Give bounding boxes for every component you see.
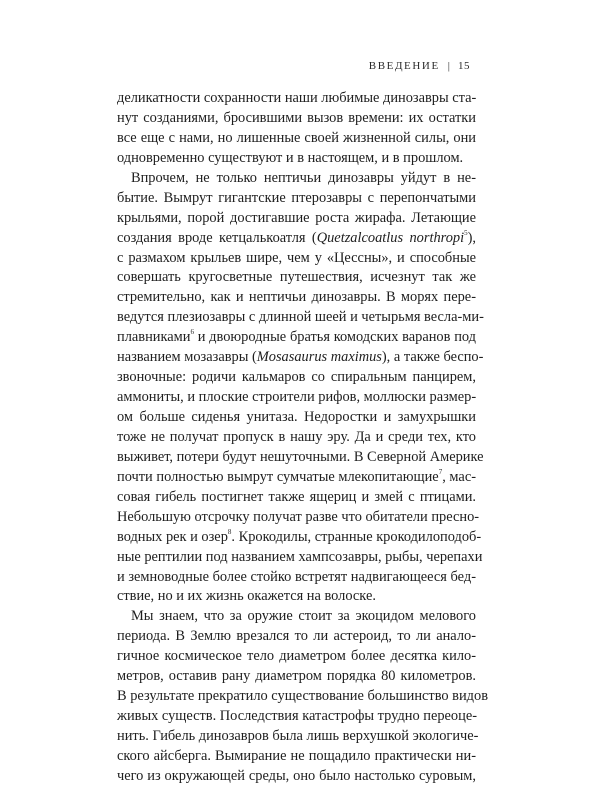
text-line: совершать кругосветные путешествия, исчезнут так же — [117, 269, 476, 286]
text-line: деликатности сохранности наши любимые динозавры ста- — [117, 90, 477, 106]
text-line: периода. В Землю врезался то ли астероид, то ли анало- — [117, 628, 476, 645]
text-line: Небольшую отсрочку получат разве что обитатели пресно- — [117, 508, 480, 525]
text-line: ствие, но и их жизнь окажется на волоске. — [117, 588, 376, 605]
text-line: ные рептилии под названием хампсозавры, рыбы, черепахи — [117, 548, 483, 565]
footnote-ref: 7 — [438, 468, 443, 477]
footnote-ref: 8 — [227, 527, 232, 536]
text-line: с размахом крыльев шире, чем у «Цессны», и способные — [117, 249, 476, 266]
text-line: плавниками$^6$ и двоюродные братья комодских варанов под — [117, 328, 476, 346]
species-name: Mosasaurus maximus — [256, 349, 382, 366]
page-number: 15 — [458, 60, 470, 72]
text-line: аммониты, и плоские строители рифов, моллюски размер- — [117, 389, 477, 406]
text-line: и земноводные более стойко встретят надвигающееся бед- — [117, 568, 476, 585]
text-line: одновременно существуют и в настоящем, и в прошлом. — [117, 149, 464, 166]
text-line: живых существ. Последствия катастрофы трудно переоце- — [117, 708, 478, 725]
footnote-ref: 6 — [190, 328, 194, 337]
text-line: почти полностью вымрут сумчатые млекопитающие$^7$, мас- — [117, 468, 476, 485]
text-line: В результате прекратило существование большинство видов — [117, 688, 488, 705]
text-line: ского айсберга. Вымирание не пощадило практически ни- — [117, 747, 476, 764]
text-line: все еще с нами, но лишенные своей жизненной силы, они — [117, 129, 476, 146]
text-line: гичное космическое тело диаметром более десятка кило- — [117, 648, 476, 665]
running-head — [369, 60, 470, 72]
text-line: ом больше сиденья унитаза. Недоростки и замухрышки — [117, 409, 476, 425]
text-line: создания вроде кетцалькоатля (Quetzalcoatlus northropi$^5$), — [117, 228, 476, 246]
text-line: нут созданиями, бросившими вызов времени: их остатки — [117, 109, 476, 126]
text-line: крыльями, порой достигавшие роста жирафа. Летающие — [117, 209, 476, 226]
section-title: ВВЕДЕНИЕ — [368, 60, 440, 72]
text-line: водных рек и озер$^8$. Крокодилы, странные крокодилоподоб- — [117, 527, 482, 545]
text-line: звоночные: родичи кальмаров со спиральным панцирем, — [117, 369, 476, 386]
species-name: Quetzalcoatlus northropi — [316, 229, 465, 246]
text-line: метров, оставив рану диаметром порядка 80 километров. — [117, 668, 476, 685]
text-line: ведутся плезиозавры с длинной шеей и четырьмя весла-ми- — [117, 309, 484, 326]
footnote-ref: 5 — [464, 228, 468, 237]
header-separator: | — [447, 60, 450, 72]
text-line: Впрочем, не только нептичьи динозавры уйдут в не- — [131, 169, 476, 186]
text-line: названием мозазавры (Mosasaurus maximus), а также беспо- — [117, 349, 484, 366]
text-line: нить. Гибель динозавров была лишь верхушкой экологиче- — [117, 728, 479, 744]
text-line: чего из окружающей среды, оно было настолько суровым, — [117, 767, 476, 784]
text-line: бытие. Вымрут гигантские птерозавры с перепончатыми — [117, 189, 476, 206]
text-line: выживет, потери будут нешуточными. В Северной Америке — [117, 448, 484, 465]
text-line: совая гибель постигнет также ящериц и змей с птицами. — [117, 488, 476, 505]
text-line: стремительно, как и нептичьи динозавры. В морях пере- — [117, 289, 476, 306]
text-line: тоже не получат пропуск в нашу эру. Да и среди тех, кто — [117, 428, 476, 445]
body-text — [117, 89, 488, 787]
text-line: Мы знаем, что за оружие стоит за экоцидом мелового — [131, 608, 476, 625]
